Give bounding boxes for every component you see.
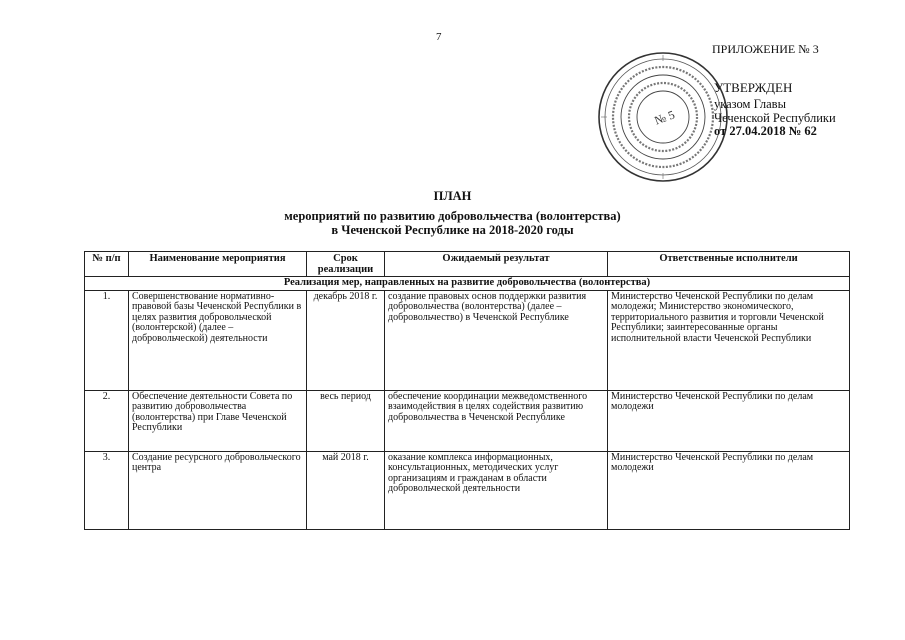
row-result: создание правовых основ поддержки развития добровольчества (волонтерства) (далее – добровольчество) в Чеченской Республике (385, 290, 608, 390)
appendix-label: ПРИЛОЖЕНИЕ № 3 (712, 42, 819, 56)
plan-subtitle-line2: в Чеченской Республике на 2018-2020 годы (331, 223, 574, 237)
row-term: май 2018 г. (307, 451, 385, 529)
page-number: 7 (436, 31, 442, 43)
row-executors: Министерство Чеченской Республики по делам молодежи (608, 451, 850, 529)
plan-subtitle-line1: мероприятий по развитию добровольчества (волонтерства) (284, 209, 621, 223)
header-num: № п/п (85, 252, 129, 277)
row-result: обеспечение координации межведомственного взаимодействия в целях содействия развитию добровольчества в Чеченской Республике (385, 390, 608, 451)
row-executors: Министерство Чеченской Республики по делам молодежи; Министерство экономического, территориального развития и торговли Чеченской Республики; заинтересованные органы исполнительной власти Чеченской Республики (608, 290, 850, 390)
row-result: оказание комплекса информационных, консультационных, методических услуг организациям и гражданам в области добровольческой деятельности (385, 451, 608, 529)
table-row (85, 290, 850, 390)
header-term: Срок реализации (307, 252, 385, 277)
official-seal-stamp (596, 50, 730, 184)
header-name: Наименование мероприятия (129, 252, 307, 277)
plan-table (84, 251, 850, 530)
row-name: Совершенствование нормативно-правовой базы Чеченской Республики в целях развития добровольческой (волонтерской) (далее – добровольческой) деятельности (129, 290, 307, 390)
order-line: указом Главы (714, 97, 786, 111)
row-executors: Министерство Чеченской Республики по делам молодежи (608, 390, 850, 451)
approved-label: УТВЕРЖДЕН (714, 80, 793, 95)
row-name: Обеспечение деятельности Совета по развитию добровольчества (волонтерства) при Главе Чеченской Республики (129, 390, 307, 451)
header-executors: Ответственные исполнители (608, 252, 850, 277)
section-title: Реализация мер, направленных на развитие добровольчества (волонтерства) (85, 277, 850, 291)
row-num: 1. (85, 290, 129, 390)
table-header-row (85, 252, 850, 277)
section-row (85, 277, 850, 291)
table-row (85, 390, 850, 451)
row-name: Создание ресурсного добровольческого центра (129, 451, 307, 529)
head-line: Чеченской Республики (714, 111, 836, 125)
row-num: 2. (85, 390, 129, 451)
plan-title: ПЛАН (433, 189, 472, 203)
row-term: декабрь 2018 г. (307, 290, 385, 390)
table-row (85, 451, 850, 529)
decree-date-line: от 27.04.2018 № 62 (714, 124, 817, 138)
header-result: Ожидаемый результат (385, 252, 608, 277)
seal-number: № 5 (652, 107, 677, 128)
row-term: весь период (307, 390, 385, 451)
row-num: 3. (85, 451, 129, 529)
